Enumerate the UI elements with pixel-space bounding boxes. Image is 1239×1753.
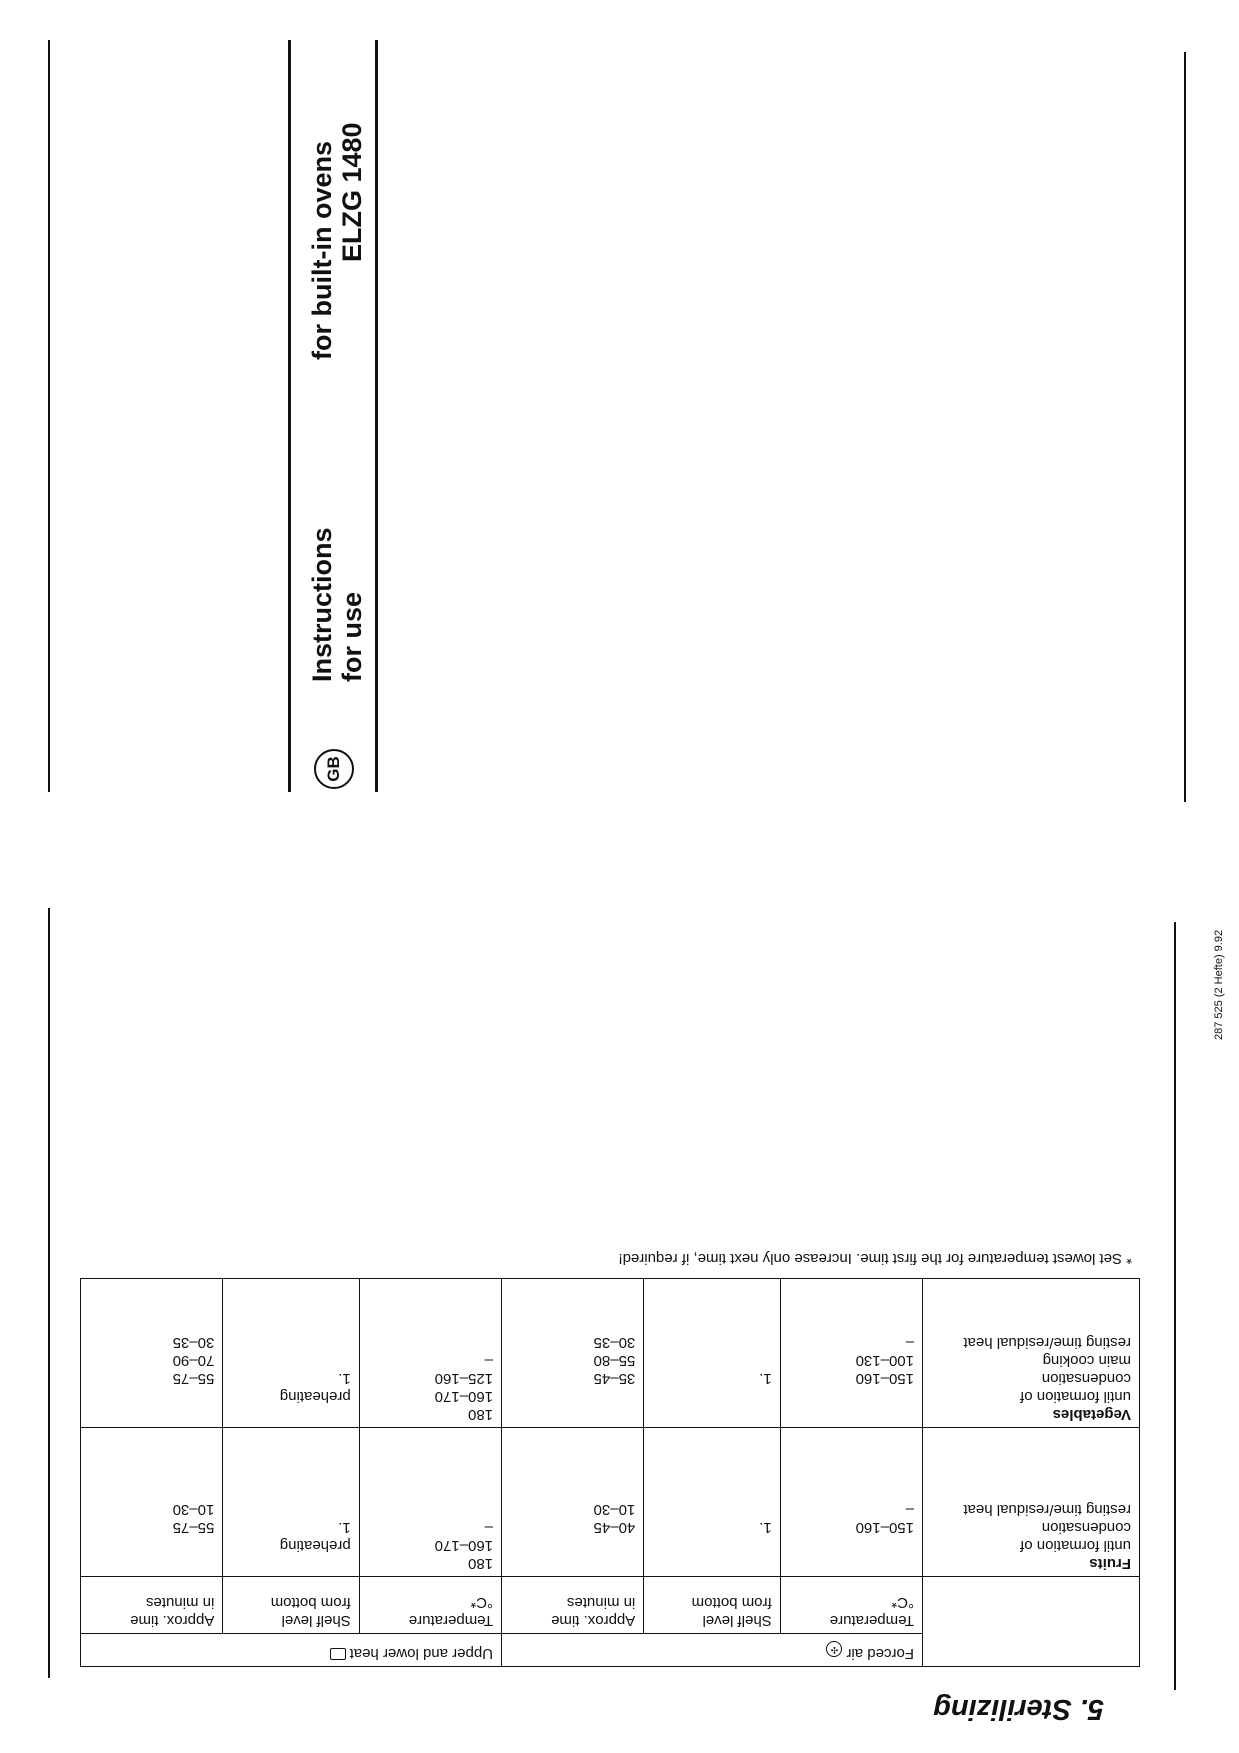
vegetables-forced-shelf: 1. (644, 1279, 780, 1428)
col-temperature-upper: Temperature °C* (359, 1577, 501, 1634)
cover-title-line1: Instructions (307, 527, 337, 682)
forced-air-label: Forced air (846, 1645, 914, 1662)
fruits-upper-time: 55–75 10–30 (81, 1428, 223, 1577)
cover-title-line2: for use (337, 591, 367, 682)
vegetables-upper-time: 55–75 70–90 30–35 (81, 1279, 223, 1428)
method-header-row (81, 1634, 1140, 1667)
col-time-upper: Approx. time in minutes (81, 1577, 223, 1634)
vegetables-upper-shelf: preheating 1. (223, 1279, 359, 1428)
section-title: 5. Sterilizing (933, 1693, 1104, 1725)
col-shelf-upper: Shelf level from bottom (223, 1577, 359, 1634)
col-shelf-forced: Shelf level from bottom (644, 1577, 780, 1634)
fan-icon: ✣ (826, 1641, 842, 1657)
vegetables-upper-temperature: 180 160–170 125–160 – (359, 1279, 501, 1428)
cover-subtitle-line1: for built-in ovens (307, 141, 337, 360)
row-label-vegetables: Vegetables until formation of condensation main cooking resting time/residual heat (923, 1279, 1140, 1428)
fruits-forced-time: 40–45 10–30 (502, 1428, 644, 1577)
gb-country-badge: GB (314, 749, 354, 789)
upper-lower-heat-header (81, 1634, 502, 1667)
cover-rule-left (288, 40, 291, 792)
document-code: 287 525 (2 Hefte) 9.92 (1213, 929, 1225, 1040)
sterilizing-page (40, 1225, 1140, 1745)
left-margin-rule-top (48, 40, 50, 792)
food-header-cell (923, 1577, 1140, 1667)
table-row-vegetables (81, 1279, 1140, 1428)
row-label-fruits: Fruits until formation of condensation resting time/residual heat (923, 1428, 1140, 1577)
fruits-upper-shelf: preheating 1. (223, 1428, 359, 1577)
right-margin-rule-bottom (1174, 922, 1176, 1690)
right-margin-rule-top (1184, 52, 1186, 802)
vegetables-forced-time: 35–45 55–80 30–35 (502, 1279, 644, 1428)
cover-subtitle-line2: ELZG 1480 (337, 122, 367, 262)
fruits-upper-temperature: 180 160–170 – (359, 1428, 501, 1577)
upper-lower-heat-label: Upper and lower heat (349, 1645, 494, 1662)
forced-air-header (502, 1634, 923, 1667)
cover-rule-right (375, 40, 378, 792)
oven-icon (330, 1648, 346, 1660)
table-row-fruits (81, 1428, 1140, 1577)
vegetables-forced-temperature: 150–160 100–130 – (780, 1279, 922, 1428)
footnote: * Set lowest temperature for the first time. Increase only next time, if required! (618, 1250, 1132, 1267)
col-time-forced: Approx. time in minutes (502, 1577, 644, 1634)
sterilizing-table (80, 1278, 1140, 1667)
col-temperature-forced: Temperature °C* (780, 1577, 922, 1634)
fruits-forced-shelf: 1. (644, 1428, 780, 1577)
fruits-forced-temperature: 150–160 – (780, 1428, 922, 1577)
